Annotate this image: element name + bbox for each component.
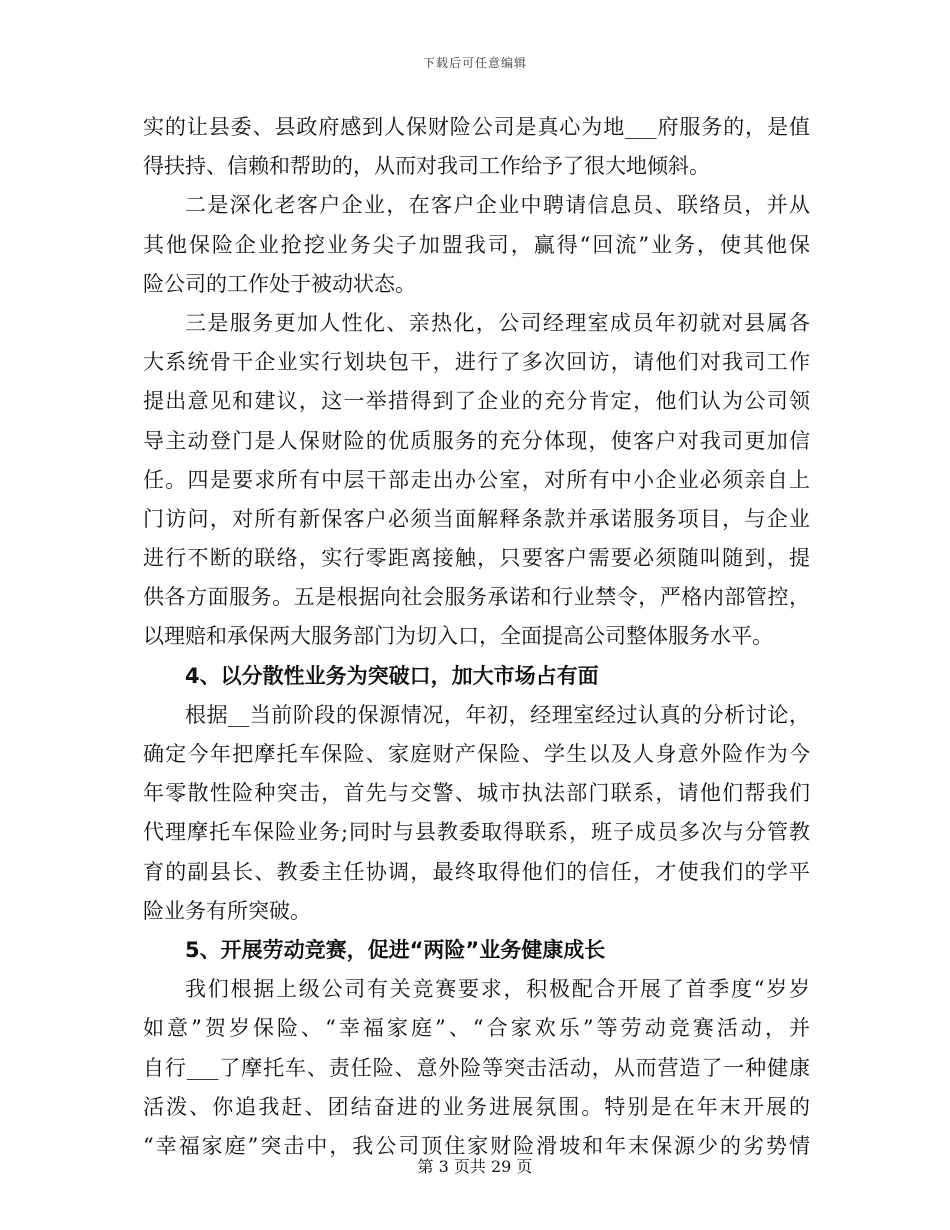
paragraph — [143, 970, 810, 1166]
text-line: 险业务有所突破。 — [143, 898, 311, 923]
paragraph — [143, 108, 810, 186]
text-line: 导主动登门是人保财险的优质服务的充分体现，使客户对我司更加信 — [143, 428, 810, 453]
text-line: 其他保险企业抢挖业务尖子加盟我司，赢得“回流”业务，使其他保 — [143, 232, 810, 257]
text-line: 根据__当前阶段的保源情况，年初，经理室经过认真的分析讨论， — [185, 702, 810, 727]
text-line: 得扶持、信赖和帮助的，从而对我司工作给予了很大地倾斜。 — [143, 154, 710, 179]
text-line: 以理赔和承保两大服务部门为切入口，全面提高公司整体服务水平。 — [143, 624, 773, 649]
page-header: 下载后可任意编辑 — [422, 56, 527, 70]
paragraph — [143, 304, 810, 657]
text-line: 自行___了摩托车、责任险、意外险等突击活动，从而营造了一种健康 — [143, 1055, 810, 1080]
paragraph — [143, 696, 810, 931]
text-line: 确定今年把摩托车保险、家庭财产保险、学生以及人身意外险作为今 — [143, 742, 810, 766]
text-line: 育的副县长、教委主任协调，最终取得他们的信任，才使我们的学平 — [143, 859, 810, 884]
document-body — [143, 108, 810, 1166]
text-line: “幸福家庭”突击中，我公司顶住家财险滑坡和年末保源少的劣势情 — [143, 1133, 810, 1158]
text-line: 险公司的工作处于被动状态。 — [143, 271, 416, 296]
page-footer: 第 3 页共 29 页 — [417, 1157, 533, 1176]
text-line: 供各方面服务。五是根据向社会服务承诺和行业禁令，严格内部管控， — [143, 585, 810, 610]
text-line: 进行不断的联络，实行零距离接触，只要客户需要必须随叫随到，提 — [143, 546, 810, 571]
text-line: 任。四是要求所有中层干部走出办公室，对所有中小企业必须亲自上 — [143, 467, 810, 492]
section-heading: 4、以分散性业务为突破口，加大市场占有面 — [185, 663, 599, 688]
text-line: 活泼、你追我赶、团结奋进的业务进展氛围。特别是在年末开展的 — [143, 1094, 810, 1119]
text-line: 实的让县委、县政府感到人保财险公司是真心为地___府服务的，是值 — [143, 115, 810, 139]
section-heading: 5、开展劳动竞赛，促进“两险”业务健康成长 — [185, 937, 606, 962]
text-line: 提出意见和建议，这一举措得到了企业的充分肯定，他们认为公司领 — [143, 389, 810, 414]
text-line: 门访问，对所有新保客户必须当面解释条款并承诺服务项目，与企业 — [143, 506, 810, 531]
paragraph — [143, 186, 810, 304]
text-line: 二是深化老客户企业，在客户企业中聘请信息员、联络员，并从 — [185, 193, 810, 218]
text-line: 如意”贺岁保险、“幸福家庭”、“合家欢乐”等劳动竞赛活动，并 — [143, 1016, 810, 1041]
text-line: 代理摩托车保险业务;同时与县教委取得联系，班子成员多次与分管教 — [143, 820, 810, 845]
text-line: 大系统骨干企业实行划块包干，进行了多次回访，请他们对我司工作 — [143, 350, 810, 375]
text-line: 三是服务更加人性化、亲热化，公司经理室成员年初就对县属各 — [185, 310, 810, 335]
text-line: 年零散性险种突击，首先与交警、城市执法部门联系，请他们帮我们 — [143, 781, 810, 806]
text-line: 我们根据上级公司有关竞赛要求，积极配合开展了首季度“岁岁 — [185, 977, 810, 1002]
